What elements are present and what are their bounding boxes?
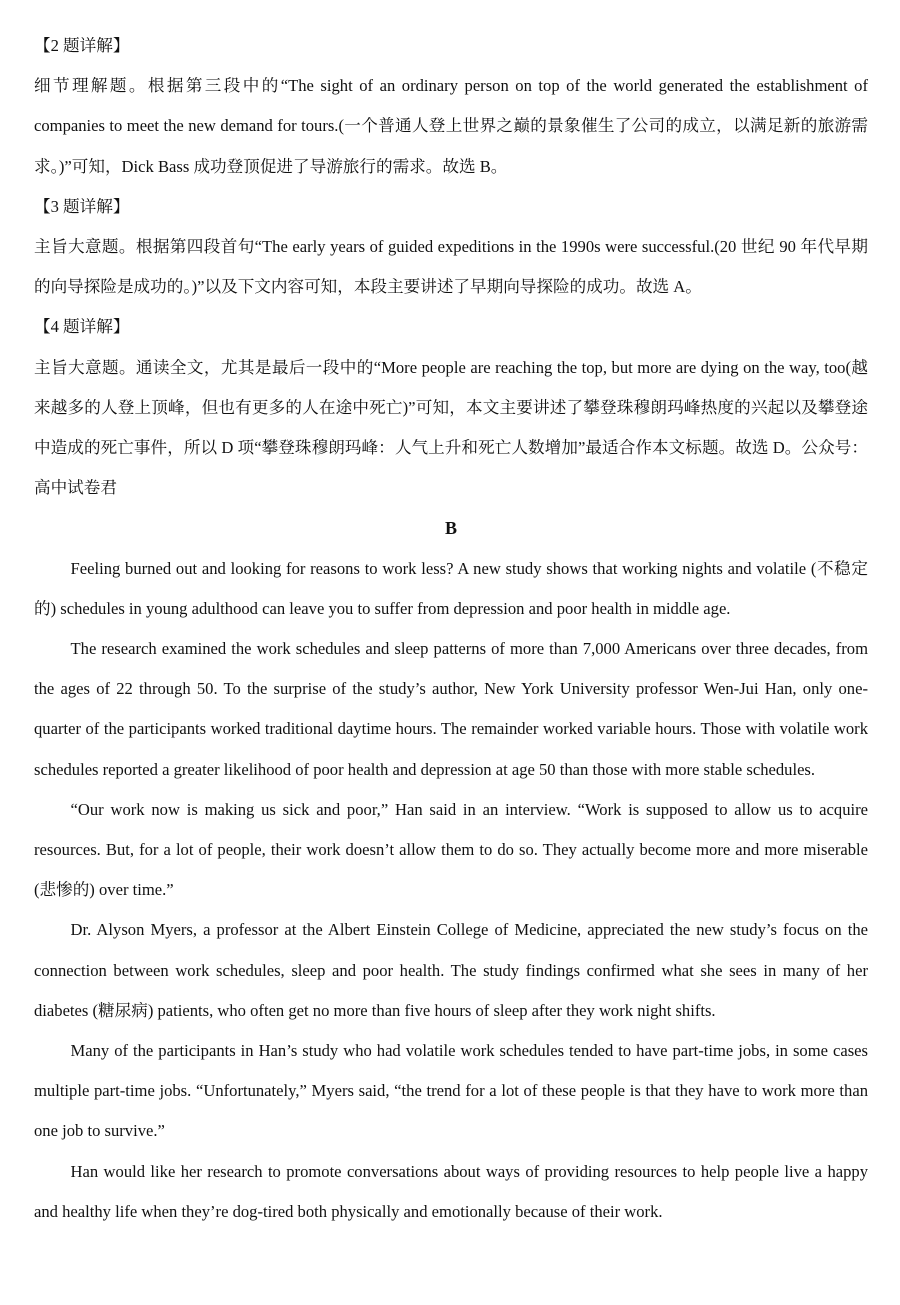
answer-text: 主旨大意题。根据第四段首句“The early years of guided expeditions in the 1990s were successful.(20 世纪 90 年代早期的向导探险是成功的。)”以及下文内容可知，本段主要讲述了早期向导探险的成功。故选 A。 (34, 237, 868, 297)
answer-text: 主旨大意题。通读全文，尤其是最后一段中的“More people are reaching the top, but more are dying on the way, too(越来越多的人登上顶峰，但也有更多的人在途中死亡)”可知，本文主要讲述了攀登珠穆朗玛峰热度的兴起以及攀登途中造成的死亡事件，所以 D 项“攀登珠穆朗玛峰：人气上升和死亡人数增加”最适合作本文标题。故选 D。公众号：高中试卷君 (34, 357, 868, 498)
passage-paragraph: Han would like her research to promote conversations about ways of providing resources to help people live a happy and healthy life when they’re dog-tired both physically and emotionally because of their work. (34, 1161, 868, 1221)
passage-title: B (444, 518, 457, 539)
passage-paragraph: Feeling burned out and looking for reasons to work less? A new study shows that working nights and volatile (不稳定的) schedules in young adulthood can leave you to suffer from depression and poor health in middle age. (34, 558, 868, 618)
answer-heading: 【4 题详解】 (34, 317, 130, 337)
answer-explanation-2 (34, 26, 868, 187)
passage-paragraph: The research examined the work schedules and sleep patterns of more than 7,000 Americans over three decades, from the ages of 22 through 50. To the surprise of the study’s author, New York University professor Wen-Jui Han, only one-quarter of the participants worked traditional daytime hours. The remainder worked variable hours. Those with volatile work schedules reported a greater likelihood of poor health and depression at age 50 than those with more stable schedules. (34, 639, 868, 779)
answer-explanation-4 (34, 307, 868, 508)
passage-paragraph: Dr. Alyson Myers, a professor at the Albert Einstein College of Medicine, appreciated the new study’s focus on the connection between work schedules, sleep and poor health. The study findings confirmed what she sees in many of her diabetes (糖尿病) patients, who often get no more than five hours of sleep after they work night shifts. (34, 920, 868, 1020)
answer-heading: 【2 题详解】 (34, 36, 130, 55)
answer-text: 细节理解题。根据第三段中的“The sight of an ordinary person on top of the world generated the establishment of companies to meet the new demand for tours.(一个普通人登上世界之巅的景象催生了公司的成立，以满足新的旅游需求。)”可知，Dick Bass 成功登顶促进了导游旅行的需求。故选 B。 (34, 76, 868, 176)
passage-paragraph: Many of the participants in Han’s study who had volatile work schedules tended to have part-time jobs, in some cases multiple part-time jobs. “Unfortunately,” Myers said, “the trend for a lot of these people is that they have to work more than one job to survive.” (34, 1041, 868, 1141)
passage-body (34, 549, 868, 1232)
document-page (34, 26, 868, 1232)
answer-explanation-3 (34, 187, 868, 308)
answer-heading: 【3 题详解】 (34, 196, 130, 216)
passage-paragraph: “Our work now is making us sick and poor,” Han said in an interview. “Work is supposed to allow us to acquire resources. But, for a lot of people, their work doesn’t allow them to do so. They actually become more and more miserable (悲惨的) over time.” (34, 799, 868, 900)
